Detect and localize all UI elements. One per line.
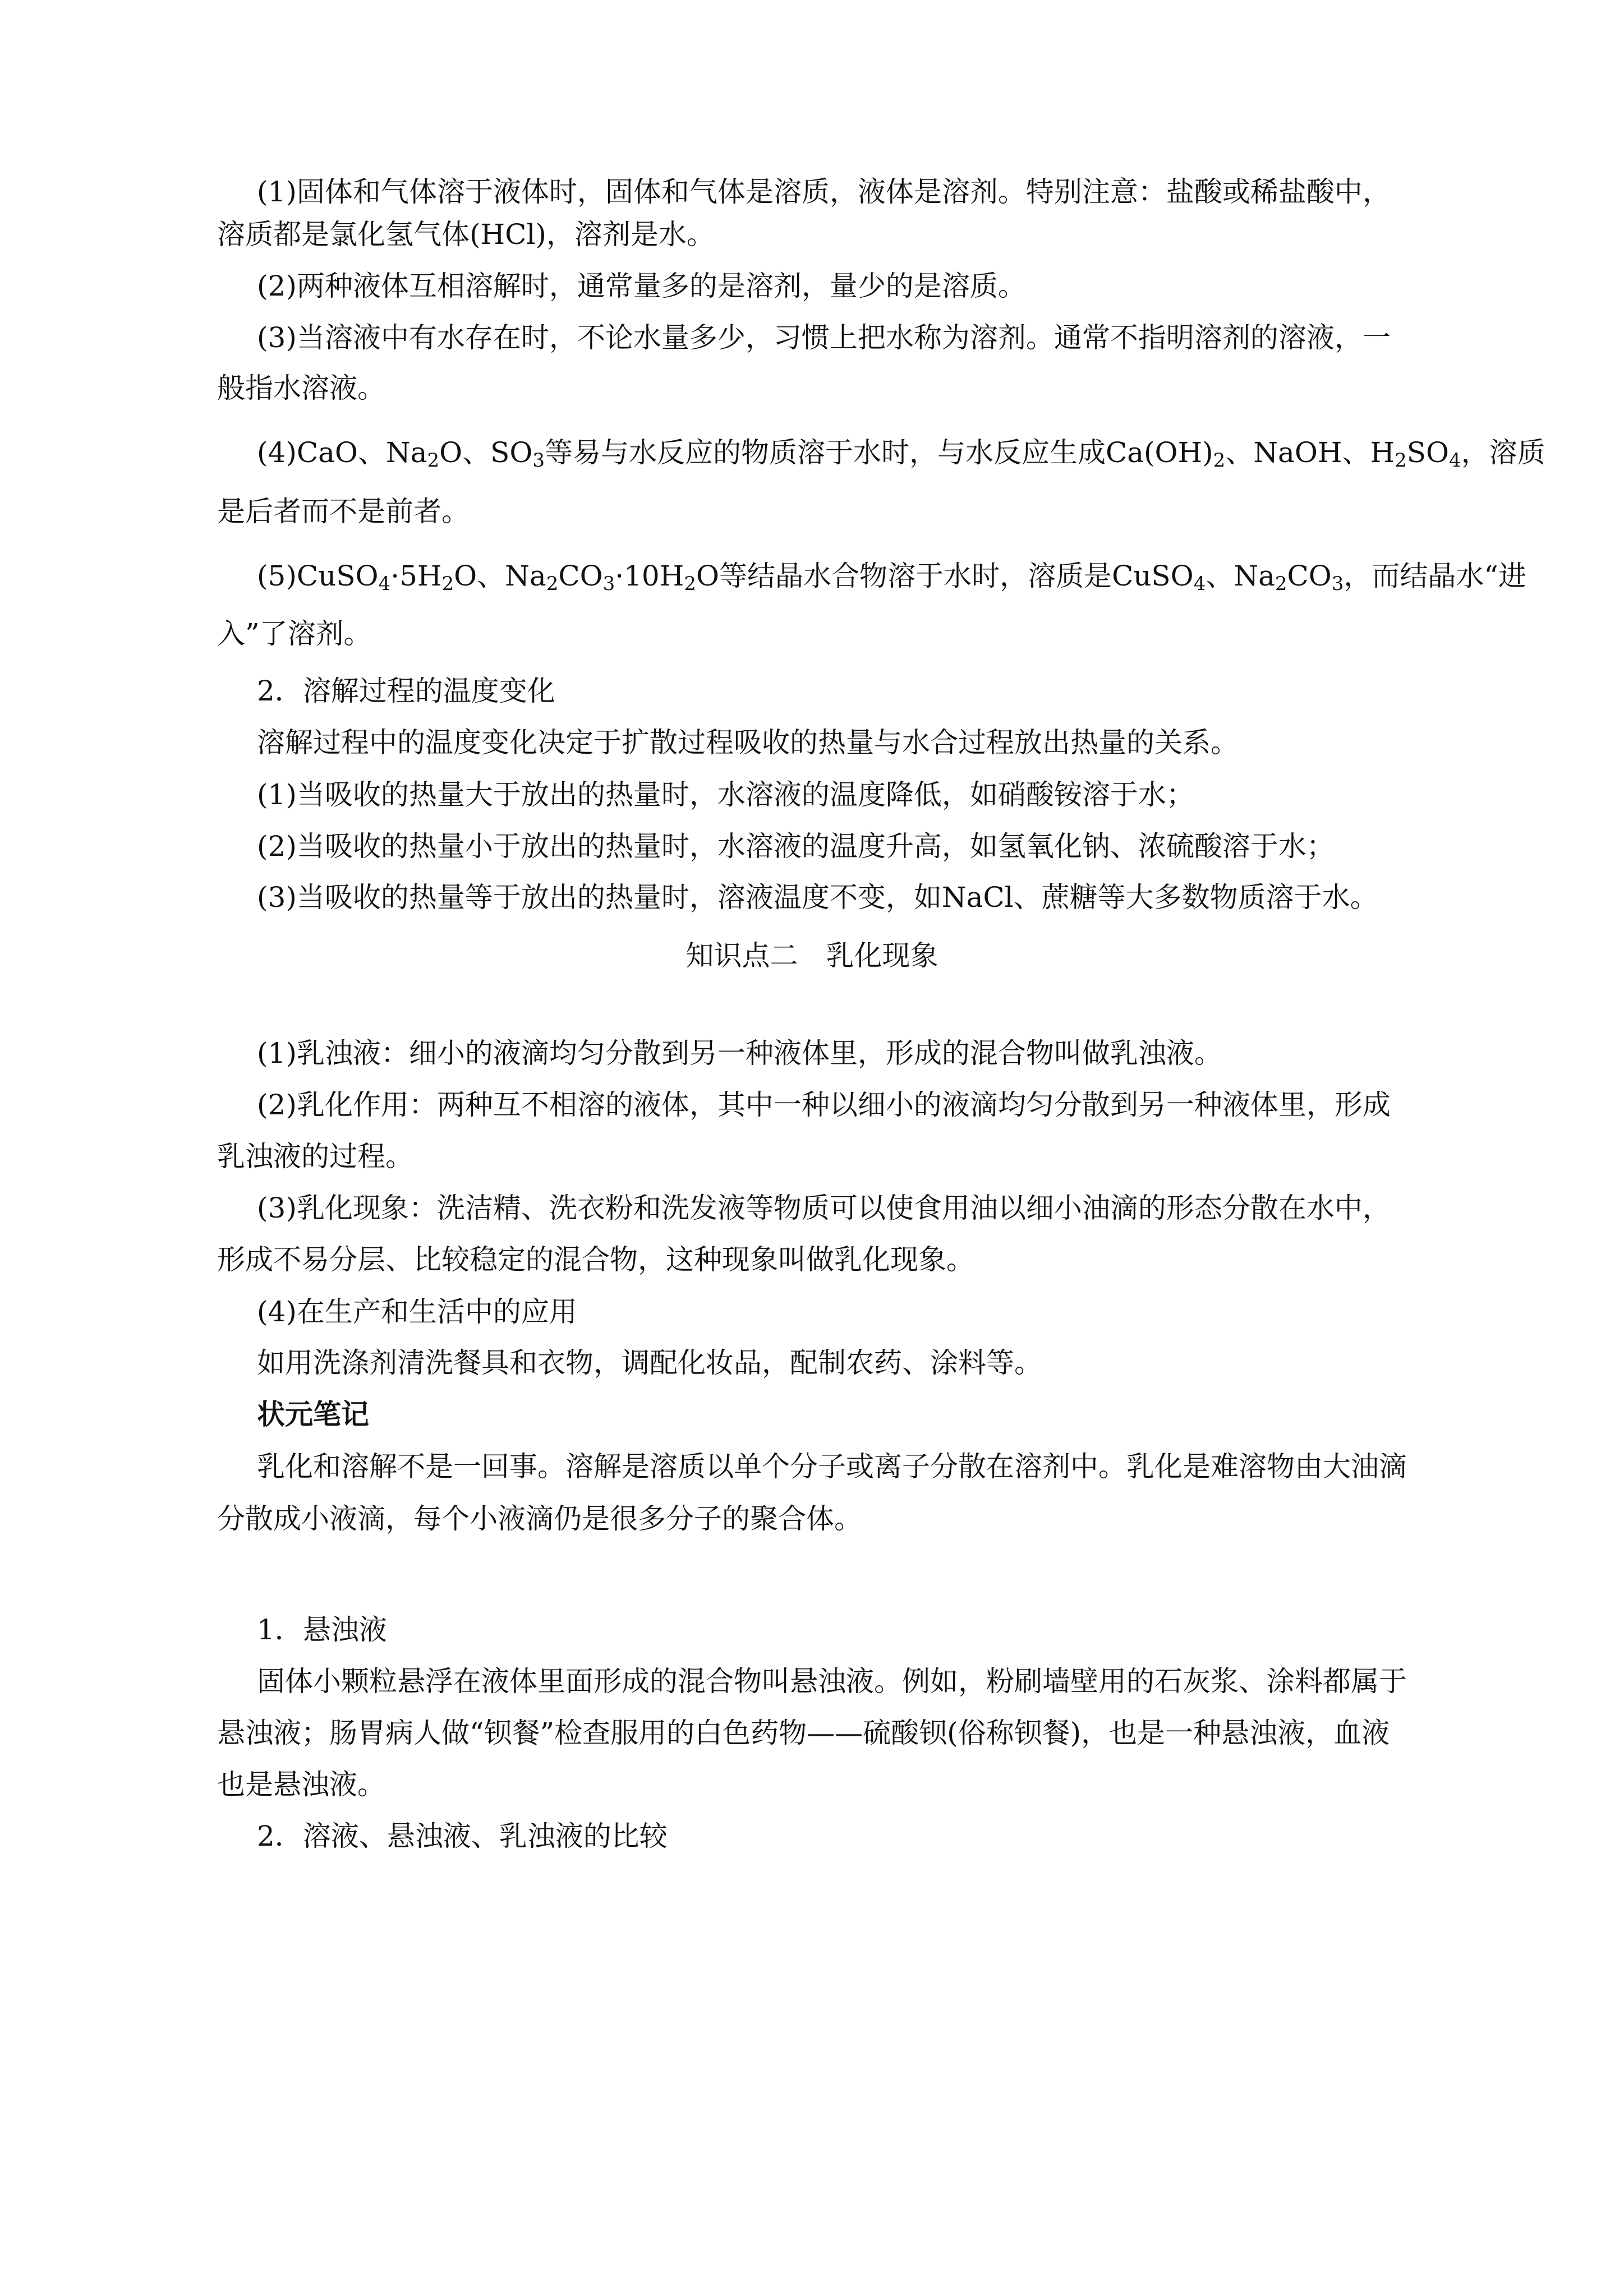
subheading: 2．溶解过程的温度变化 — [257, 675, 555, 707]
paragraph-line: 形成不易分层、比较稳定的混合物，这种现象叫做乳化现象。 — [217, 1243, 974, 1276]
paragraph-line: 般指水溶液。 — [217, 372, 385, 404]
paragraph-line: (1)当吸收的热量大于放出的热量时，水溶液的温度降低，如硝酸铵溶于水； — [257, 778, 1194, 811]
paragraph-line-formula: (4)CaO、$Na_2O$、$SO_3$等易与水反应的物质溶于水时，与水反应生成$Ca(OH)_2$、NaOH、$H_2SO_4$，溶质 — [257, 436, 1545, 472]
paragraph-line: 分散成小液滴，每个小液滴仍是很多分子的聚合体。 — [217, 1502, 862, 1535]
paragraph-line: 溶解过程中的温度变化决定于扩散过程吸收的热量与水合过程放出热量的关系。 — [257, 726, 1239, 759]
section-heading: 知识点二 乳化现象 — [686, 939, 938, 972]
paragraph-line: 固体小颗粒悬浮在液体里面形成的混合物叫悬浊液。例如，粉刷墙壁用的石灰浆、涂料都属于 — [257, 1665, 1407, 1698]
paragraph-line-formula: $(5)CuSO_4\cdot 5H_2O$、$Na_2CO_3\cdot 10H_2O$等结晶水合物溶于水时，溶质是CuSO$_4$、$Na_2CO_3$，而结晶水“进 — [257, 560, 1526, 595]
paragraph-line: (1)固体和气体溶于液体时，固体和气体是溶质，液体是溶剂。特别注意：盐酸或稀盐酸中， — [257, 176, 1391, 208]
paragraph-line: 溶质都是氯化氢气体(HCl)，溶剂是水。 — [217, 218, 715, 251]
paragraph-line: 也是悬浊液。 — [217, 1768, 385, 1801]
paragraph-line: (4)在生产和生活中的应用 — [257, 1295, 577, 1328]
paragraph-line: 入”了溶剂。 — [217, 617, 372, 650]
paragraph-line: 乳浊液的过程。 — [217, 1140, 413, 1173]
subheading: 2．溶液、悬浊液、乳浊液的比较 — [257, 1820, 668, 1852]
paragraph-line: 乳化和溶解不是一回事。溶解是溶质以单个分子或离子分散在溶剂中。乳化是难溶物由大油滴 — [257, 1450, 1407, 1483]
subheading: 1．悬浊液 — [257, 1613, 387, 1646]
paragraph-line: 是后者而不是前者。 — [217, 495, 470, 528]
paragraph-line: 悬浊液；肠胃病人做“钡餐”检查服用的白色药物——硫酸钡(俗称钡餐)，也是一种悬浊液，血液 — [217, 1717, 1390, 1749]
paragraph-line: (3)当吸收的热量等于放出的热量时，溶液温度不变，如NaCl、蔗糖等大多数物质溶于水。 — [257, 881, 1378, 914]
paragraph-line: (3)当溶液中有水存在时，不论水量多少，习惯上把水称为溶剂。通常不指明溶剂的溶液，一 — [257, 321, 1391, 354]
paragraph-line: (2)两种液体互相溶解时，通常量多的是溶剂，量少的是溶质。 — [257, 270, 1026, 302]
paragraph-line: (3)乳化现象：洗洁精、洗衣粉和洗发液等物质可以使食用油以细小油滴的形态分散在水中， — [257, 1192, 1391, 1224]
paragraph-line: (1)乳浊液：细小的液滴均匀分散到另一种液体里，形成的混合物叫做乳浊液。 — [257, 1037, 1222, 1069]
paragraph-line: (2)当吸收的热量小于放出的热量时，水溶液的温度升高，如氢氧化钠、浓硫酸溶于水； — [257, 830, 1335, 863]
paragraph-line: 如用洗涤剂清洗餐具和衣物，调配化妆品，配制农药、涂料等。 — [257, 1347, 1042, 1379]
paragraph-line: (2)乳化作用：两种互不相溶的液体，其中一种以细小的液滴均匀分散到另一种液体里，形成 — [257, 1089, 1391, 1121]
note-title: 状元笔记 — [257, 1398, 369, 1431]
